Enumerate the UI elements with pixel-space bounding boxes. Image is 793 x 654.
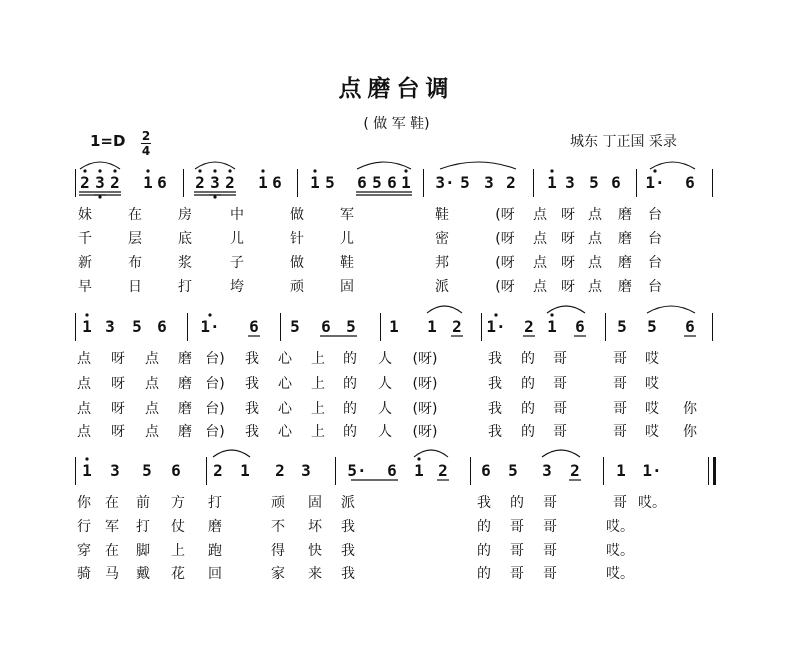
- note: 1·: [200, 317, 220, 336]
- lyric: 上: [311, 376, 325, 392]
- lyric: 哥: [553, 351, 567, 367]
- note: 5: [460, 173, 470, 192]
- note: 1: [82, 461, 92, 480]
- lyric: 点: [145, 376, 159, 392]
- note: 6: [357, 173, 367, 192]
- lyric: 的: [343, 401, 357, 417]
- lyric: 磨: [178, 351, 192, 367]
- lyric: 哥: [613, 376, 627, 392]
- lyric: 我: [488, 401, 502, 417]
- note: 1: [401, 173, 411, 192]
- lyric: 来: [308, 566, 322, 582]
- note: 5: [508, 461, 518, 480]
- lyric: 点: [533, 207, 547, 223]
- octave-dot: [653, 169, 656, 172]
- note: 6: [171, 461, 181, 480]
- lyric: 心: [278, 351, 292, 367]
- lyric: 点: [533, 255, 547, 271]
- note: 2: [524, 317, 534, 336]
- octave-dot: [261, 169, 264, 172]
- lyric: 人: [378, 376, 392, 392]
- lyric: 在: [128, 207, 142, 223]
- octave-dot: [417, 457, 420, 460]
- lyric: 打: [136, 519, 150, 535]
- slur-arc: [547, 306, 585, 313]
- lyric: (呀): [412, 401, 438, 417]
- lyric: 哥: [543, 495, 557, 511]
- octave-dot: [404, 169, 407, 172]
- lyric: 日: [128, 279, 142, 295]
- octave-dot: [198, 169, 201, 172]
- note: 5: [346, 317, 356, 336]
- slur-arc: [440, 162, 516, 169]
- lyric: 磨: [208, 519, 222, 535]
- octave-dot: [208, 313, 211, 316]
- lyric: 的: [343, 424, 357, 440]
- lyric: 上: [311, 351, 325, 367]
- lyric: 台: [648, 231, 662, 247]
- lyric: 快: [308, 543, 322, 559]
- lyric: 我: [245, 424, 259, 440]
- lyric: 千: [78, 231, 92, 247]
- lyric: 哥: [510, 543, 524, 559]
- lyric: 磨: [618, 279, 632, 295]
- octave-dot: [113, 169, 116, 172]
- lyric: 哥: [553, 376, 567, 392]
- lyric: 派: [435, 279, 449, 295]
- lyric: 家: [271, 566, 285, 582]
- lyric: 哥: [613, 424, 627, 440]
- note: 1: [258, 173, 268, 192]
- meter-bottom: 4: [141, 144, 151, 158]
- lyric: 点: [77, 376, 91, 392]
- note: 5: [142, 461, 152, 480]
- lyric: 仗: [171, 519, 185, 535]
- lyric: 点: [588, 279, 602, 295]
- lyric: 点: [588, 207, 602, 223]
- octave-dot: [146, 169, 149, 172]
- note: 5: [290, 317, 300, 336]
- note: 1: [82, 317, 92, 336]
- lyric: 点: [533, 279, 547, 295]
- lyric: 上: [311, 401, 325, 417]
- lyric: 呀: [111, 424, 125, 440]
- lyric: 层: [128, 231, 142, 247]
- lyric: 密: [435, 231, 449, 247]
- lyric: 我: [341, 519, 355, 535]
- lyric: 不: [271, 519, 285, 535]
- lyric: 我: [245, 401, 259, 417]
- note: 3: [95, 173, 105, 192]
- song-subtitle: ( 做 军 鞋): [363, 116, 430, 132]
- note: 2: [570, 461, 580, 480]
- lyric: 人: [378, 351, 392, 367]
- lyric: 上: [311, 424, 325, 440]
- lyric: 哎: [645, 376, 659, 392]
- lyric: 脚: [136, 543, 150, 559]
- lyric: 马: [105, 566, 119, 582]
- lyric: 磨: [178, 424, 192, 440]
- lyric: 哥: [613, 495, 627, 511]
- lyric: 磨: [618, 207, 632, 223]
- lyric: 我: [341, 543, 355, 559]
- octave-dot: [494, 313, 497, 316]
- lyric: 做: [290, 207, 304, 223]
- lyric: 儿: [230, 231, 244, 247]
- lyric: 点: [77, 401, 91, 417]
- lyric: 呀: [111, 351, 125, 367]
- lyric: 点: [77, 351, 91, 367]
- lyric: 我: [488, 376, 502, 392]
- lyric: 的: [343, 376, 357, 392]
- lyric: 前: [136, 495, 150, 511]
- lyric: (呀): [412, 376, 438, 392]
- note: 1: [427, 317, 437, 336]
- lyric: 中: [230, 207, 244, 223]
- octave-dot: [313, 169, 316, 172]
- note: 6: [685, 173, 695, 192]
- lyric: 哎: [645, 424, 659, 440]
- note: 2: [275, 461, 285, 480]
- lyric: 鞋: [340, 255, 354, 271]
- slur-arc: [650, 162, 695, 169]
- note: 1·: [486, 317, 506, 336]
- octave-dot: [213, 169, 216, 172]
- lyric: 点: [145, 401, 159, 417]
- meter-top: 2: [141, 129, 151, 143]
- note: 1·: [642, 461, 662, 480]
- lyric: 的: [477, 519, 491, 535]
- note: 5: [132, 317, 142, 336]
- lyric: 的: [521, 351, 535, 367]
- lyric: 心: [278, 376, 292, 392]
- lyric: 心: [278, 424, 292, 440]
- lyric: 浆: [178, 255, 192, 271]
- lyric: 鞋: [435, 207, 449, 223]
- lyric: 哥: [543, 543, 557, 559]
- lyric: 军: [340, 207, 354, 223]
- lyric: 得: [271, 543, 285, 559]
- lyric: 哥: [543, 566, 557, 582]
- lyric: 台: [648, 207, 662, 223]
- slur-arc: [195, 162, 235, 169]
- lyric: 派: [341, 495, 355, 511]
- note: 2: [110, 173, 120, 192]
- note: 6: [685, 317, 695, 336]
- note: 6: [157, 317, 167, 336]
- lyric: 的: [521, 401, 535, 417]
- slur-arc: [427, 306, 462, 313]
- note: 3: [301, 461, 311, 480]
- lyric: 哎。: [606, 519, 634, 535]
- note: 5: [647, 317, 657, 336]
- lyric: 哥: [613, 401, 627, 417]
- octave-dot: [98, 195, 101, 198]
- note: 3: [484, 173, 494, 192]
- note: 6: [611, 173, 621, 192]
- lyric: 军: [105, 519, 119, 535]
- lyric: 在: [105, 543, 119, 559]
- lyric: 哎: [645, 401, 659, 417]
- note: 1: [389, 317, 399, 336]
- note: 5: [325, 173, 335, 192]
- lyric: 哥: [543, 519, 557, 535]
- lyric: 我: [245, 376, 259, 392]
- lyric: 针: [290, 231, 304, 247]
- lyric: 的: [510, 495, 524, 511]
- lyric: 早: [78, 279, 92, 295]
- note: 3·: [435, 173, 455, 192]
- lyric: 我: [488, 351, 502, 367]
- note: 5: [589, 173, 599, 192]
- lyric: 哥: [510, 519, 524, 535]
- lyric: (呀: [495, 231, 515, 247]
- lyric: 在: [105, 495, 119, 511]
- lyric: 我: [488, 424, 502, 440]
- lyric: 邦: [435, 255, 449, 271]
- lyric: 新: [78, 255, 92, 271]
- lyric: 哎。: [638, 495, 666, 511]
- note: 1: [616, 461, 626, 480]
- lyric: 儿: [340, 231, 354, 247]
- lyric: 顽: [290, 279, 304, 295]
- note: 2: [438, 461, 448, 480]
- lyric: 呀: [111, 376, 125, 392]
- song-title: 点磨台调: [338, 76, 455, 102]
- lyric: 点: [145, 424, 159, 440]
- lyric: 呀: [561, 207, 575, 223]
- lyric: 顽: [271, 495, 285, 511]
- note: 6: [272, 173, 282, 192]
- note: 6: [387, 461, 397, 480]
- note: 1: [547, 317, 557, 336]
- lyric: 打: [178, 279, 192, 295]
- slur-arc: [647, 306, 695, 313]
- credit-line: 城东 丁正国 采录: [570, 134, 677, 150]
- lyric: 磨: [618, 231, 632, 247]
- lyric: 台: [648, 255, 662, 271]
- lyric: 磨: [178, 376, 192, 392]
- lyric: 的: [477, 543, 491, 559]
- lyric: 你: [683, 424, 697, 440]
- slur-arc: [80, 162, 120, 169]
- note: 1: [143, 173, 153, 192]
- note: 5·: [347, 461, 367, 480]
- lyric: 点: [533, 231, 547, 247]
- note: 3: [110, 461, 120, 480]
- lyric: 回: [208, 566, 222, 582]
- lyric: (呀: [495, 255, 515, 271]
- octave-dot: [85, 313, 88, 316]
- lyric: 台: [648, 279, 662, 295]
- lyric: 哥: [553, 424, 567, 440]
- lyric: 固: [308, 495, 322, 511]
- lyric: 打: [208, 495, 222, 511]
- slur-arc: [357, 162, 411, 169]
- lyric: 人: [378, 401, 392, 417]
- note: 1: [310, 173, 320, 192]
- lyric: 哥: [510, 566, 524, 582]
- lyric: 布: [128, 255, 142, 271]
- note: 5: [617, 317, 627, 336]
- note: 6: [157, 173, 167, 192]
- lyric: 人: [378, 424, 392, 440]
- lyric: 的: [477, 566, 491, 582]
- note: 2: [452, 317, 462, 336]
- octave-dot: [228, 169, 231, 172]
- lyric: 做: [290, 255, 304, 271]
- lyric: 哎。: [606, 566, 634, 582]
- lyric: 房: [178, 207, 192, 223]
- octave-dot: [98, 169, 101, 172]
- lyric: 哎。: [606, 543, 634, 559]
- lyric: 方: [171, 495, 185, 511]
- lyric: (呀: [495, 279, 515, 295]
- lyric: (呀: [495, 207, 515, 223]
- octave-dot: [85, 457, 88, 460]
- note: 2: [506, 173, 516, 192]
- lyric: 花: [171, 566, 185, 582]
- lyric: 你: [77, 495, 91, 511]
- lyric: 垮: [230, 279, 244, 295]
- lyric: 心: [278, 401, 292, 417]
- lyric: 台): [205, 376, 225, 392]
- lyric: 台): [205, 351, 225, 367]
- lyric: 点: [77, 424, 91, 440]
- note: 3: [542, 461, 552, 480]
- lyric: 我: [477, 495, 491, 511]
- note: 6: [321, 317, 331, 336]
- lyric: 点: [588, 231, 602, 247]
- slur-arc: [542, 450, 580, 457]
- note: 2: [225, 173, 235, 192]
- lyric: 的: [343, 351, 357, 367]
- slur-arc: [414, 450, 448, 457]
- note: 5: [372, 173, 382, 192]
- lyric: (呀): [412, 351, 438, 367]
- lyric: 我: [245, 351, 259, 367]
- lyric: 坏: [308, 519, 322, 535]
- lyric: 骑: [77, 566, 91, 582]
- key-signature: 1=D: [90, 132, 126, 150]
- lyric: 穿: [77, 543, 91, 559]
- note: 2: [195, 173, 205, 192]
- note: 1·: [645, 173, 665, 192]
- note: 3: [105, 317, 115, 336]
- lyric: 你: [683, 401, 697, 417]
- lyric: 妹: [78, 207, 92, 223]
- octave-dot: [550, 169, 553, 172]
- note: 2: [80, 173, 90, 192]
- lyric: 磨: [178, 401, 192, 417]
- octave-dot: [550, 313, 553, 316]
- octave-dot: [213, 195, 216, 198]
- note: 2: [213, 461, 223, 480]
- lyric: 哥: [553, 401, 567, 417]
- note: 6: [249, 317, 259, 336]
- lyric: 点: [145, 351, 159, 367]
- lyric: 呀: [561, 255, 575, 271]
- lyric: 呀: [561, 231, 575, 247]
- lyric: 呀: [111, 401, 125, 417]
- lyric: 上: [171, 543, 185, 559]
- note: 1: [547, 173, 557, 192]
- lyric: 磨: [618, 255, 632, 271]
- note: 3: [565, 173, 575, 192]
- note: 6: [387, 173, 397, 192]
- note: 1: [240, 461, 250, 480]
- lyric: 固: [340, 279, 354, 295]
- lyric: 台): [205, 424, 225, 440]
- lyric: 的: [521, 376, 535, 392]
- lyric: (呀): [412, 424, 438, 440]
- lyric: 的: [521, 424, 535, 440]
- slur-arc: [213, 450, 250, 457]
- octave-dot: [83, 169, 86, 172]
- lyric: 子: [230, 255, 244, 271]
- lyric: 行: [77, 519, 91, 535]
- lyric: 底: [178, 231, 192, 247]
- lyric: 台): [205, 401, 225, 417]
- lyric: 我: [341, 566, 355, 582]
- lyric: 哎: [645, 351, 659, 367]
- note: 6: [575, 317, 585, 336]
- lyric: 跑: [208, 543, 222, 559]
- note: 6: [481, 461, 491, 480]
- note: 1: [414, 461, 424, 480]
- lyric: 点: [588, 255, 602, 271]
- lyric: 哥: [613, 351, 627, 367]
- lyric: 呀: [561, 279, 575, 295]
- lyric: 戴: [136, 566, 150, 582]
- note: 3: [210, 173, 220, 192]
